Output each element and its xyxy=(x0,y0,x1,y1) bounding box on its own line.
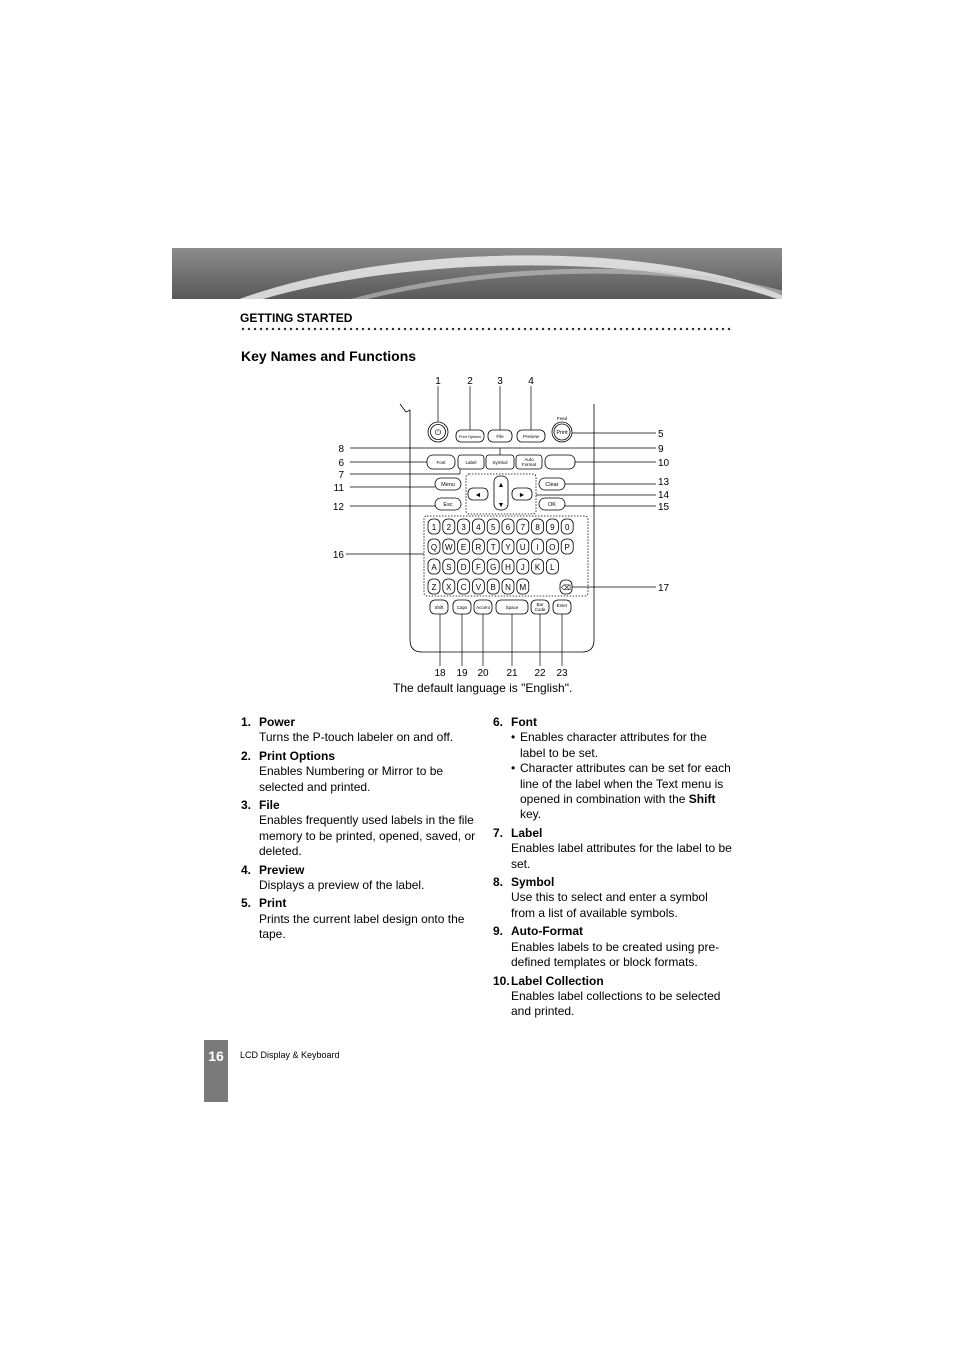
callout-4: 4 xyxy=(528,376,534,387)
key-label: Y xyxy=(505,543,511,552)
item-title: Preview xyxy=(259,862,305,877)
item-symbol xyxy=(493,875,733,921)
callout-23: 23 xyxy=(556,668,568,679)
preview-label: Preview xyxy=(522,434,540,439)
page-number: 16 xyxy=(208,1048,224,1064)
item-label-collection xyxy=(493,974,733,1020)
callout-8: 8 xyxy=(338,444,344,455)
item-title: Print xyxy=(259,896,287,911)
key-label: Q xyxy=(430,543,438,552)
item-description: Enables labels to be created using pre-defined templates or block formats. xyxy=(511,939,720,970)
key-label: 3 xyxy=(461,523,466,532)
callout-19: 19 xyxy=(456,668,468,679)
q-row-keys xyxy=(428,539,573,554)
callout-7: 7 xyxy=(338,470,344,481)
callout-1: 1 xyxy=(435,376,441,387)
label-key-label: Label xyxy=(465,460,477,465)
bullet-item xyxy=(511,761,733,823)
item-number: 2. xyxy=(241,748,252,763)
key-label: 9 xyxy=(550,523,555,532)
callout-11: 11 xyxy=(333,483,344,494)
key-label: C xyxy=(460,583,467,592)
item-number: 8. xyxy=(493,875,504,890)
key-label: 4 xyxy=(476,523,481,532)
key-list-left xyxy=(241,715,481,946)
item-title: File xyxy=(259,798,280,813)
font-bullets xyxy=(493,730,733,822)
key-label: J xyxy=(520,563,525,572)
key-label: X xyxy=(446,583,452,592)
code-label: Code xyxy=(534,607,546,612)
esc-label: Esc xyxy=(443,502,453,508)
item-label xyxy=(493,826,733,872)
callout-3: 3 xyxy=(497,376,503,387)
item-preview xyxy=(241,863,481,894)
caps-label: Caps xyxy=(456,605,468,610)
item-description: Displays a preview of the label. xyxy=(259,878,425,893)
item-title: Print Options xyxy=(259,748,335,763)
item-title: Label Collection xyxy=(511,973,604,988)
print-options-label: Print Options xyxy=(459,435,481,439)
callout-17: 17 xyxy=(658,583,670,594)
dotted-divider xyxy=(240,326,732,332)
key-label: W xyxy=(445,543,453,552)
key-list-right xyxy=(493,715,733,1023)
item-description: Enables frequently used labels in the file memory to be printed, opened, saved, or deleted. xyxy=(259,813,476,859)
item-description: Turns the P-touch labeler on and off. xyxy=(259,730,454,745)
item-number: 1. xyxy=(241,715,252,729)
key-label: E xyxy=(460,543,467,552)
key-label: U xyxy=(519,543,526,552)
callout-22: 22 xyxy=(534,668,546,679)
key-label: 7 xyxy=(520,523,526,532)
item-description: Use this to select and enter a symbol from a list of available symbols. xyxy=(511,890,708,920)
format-label: Format xyxy=(521,462,537,467)
keyboard-diagram xyxy=(320,370,680,690)
key-label: H xyxy=(505,563,511,572)
ok-label: OK xyxy=(548,502,556,508)
callout-15: 15 xyxy=(658,502,670,513)
key-label: R xyxy=(475,543,482,552)
menu-label: Menu xyxy=(441,482,455,488)
key-label: 0 xyxy=(564,523,570,532)
item-description: Enables label attributes for the label to be set. xyxy=(511,841,732,871)
left-arrow-icon: ◄ xyxy=(474,492,482,499)
item-description: Prints the current label design onto the tape. xyxy=(259,911,465,942)
item-title: Auto-Format xyxy=(511,924,583,939)
callout-16: 16 xyxy=(332,550,344,561)
symbol-label: Symbol xyxy=(492,460,508,465)
item-number: 4. xyxy=(241,862,252,877)
z-row-keys xyxy=(428,579,529,594)
callout-6: 6 xyxy=(338,458,344,469)
key-label: V xyxy=(475,583,482,592)
callout-2: 2 xyxy=(467,376,473,387)
auto-label: Auto xyxy=(524,457,534,462)
item-number: 5. xyxy=(241,896,252,911)
key-label: D xyxy=(460,563,467,572)
a-row-keys xyxy=(428,559,558,574)
space-label: Space xyxy=(505,605,519,610)
font-label: Font xyxy=(436,460,446,465)
callout-12: 12 xyxy=(332,502,344,513)
item-number: 3. xyxy=(241,798,252,813)
bullet-item: • Enables character attributes for the label to be set. xyxy=(511,730,733,761)
key-label: 6 xyxy=(505,523,511,532)
callout-5: 5 xyxy=(658,429,664,440)
item-number: 7. xyxy=(493,825,504,840)
key-label: F xyxy=(475,563,481,572)
file-label: File xyxy=(496,434,504,439)
diagram-caption: The default language is "English". xyxy=(393,681,573,695)
bullet-text: Character attributes can be set for each line of the label when the Text menu is opened in combination with the xyxy=(520,761,731,807)
item-title: Font xyxy=(511,715,537,729)
shift-key-name: Shift xyxy=(688,792,716,807)
item-description: Enables Numbering or Mirror to be selected and printed. xyxy=(259,764,444,794)
callout-14: 14 xyxy=(658,490,670,501)
item-font xyxy=(493,715,733,823)
power-icon: ⏻ xyxy=(434,428,442,437)
item-title: Symbol xyxy=(511,875,555,890)
clear-label: Clear xyxy=(545,482,559,488)
item-print-options xyxy=(241,749,481,795)
callout-9: 9 xyxy=(658,444,664,455)
footer-text: LCD Display & Keyboard xyxy=(240,1050,340,1060)
up-arrow-icon: ▲ xyxy=(497,482,505,489)
key-label: G xyxy=(490,563,497,572)
key-label: T xyxy=(490,543,496,552)
right-arrow-icon: ► xyxy=(518,492,526,499)
item-number: 10. xyxy=(493,973,510,988)
section-label: GETTING STARTED xyxy=(240,311,353,325)
bullet-text-end: key. xyxy=(520,807,542,822)
key-label: A xyxy=(431,563,437,572)
key-label: S xyxy=(446,563,452,572)
callout-20: 20 xyxy=(477,668,489,679)
item-number: 9. xyxy=(493,924,504,939)
header-banner xyxy=(172,248,782,299)
number-keys xyxy=(428,519,573,534)
key-label: 5 xyxy=(490,523,496,532)
callout-13: 13 xyxy=(658,477,670,488)
key-label: 2 xyxy=(446,523,452,532)
key-label: 1 xyxy=(431,523,437,532)
backspace-icon: ⌫ xyxy=(561,585,571,592)
key-label: M xyxy=(519,583,527,592)
key-label: K xyxy=(534,563,541,572)
shift-label: Shift xyxy=(434,605,444,610)
bar-label: Bar xyxy=(536,602,544,607)
key-label: O xyxy=(549,543,556,552)
item-power xyxy=(241,715,481,746)
accent-label: Accent xyxy=(476,605,490,610)
key-label: I xyxy=(536,543,539,552)
key-label: N xyxy=(505,583,511,592)
item-print xyxy=(241,896,481,942)
label-collection-key xyxy=(545,455,575,469)
key-label: 8 xyxy=(535,523,540,532)
callout-10: 10 xyxy=(658,458,670,469)
item-title: Power xyxy=(259,715,296,729)
key-label: P xyxy=(564,543,570,552)
page-heading: Key Names and Functions xyxy=(241,348,417,364)
callout-18: 18 xyxy=(434,668,446,679)
enter-label: Enter xyxy=(556,603,568,608)
down-arrow-icon: ▼ xyxy=(497,502,505,509)
item-description: Enables label collections to be selected and printed. xyxy=(511,988,721,1019)
item-number: 6. xyxy=(493,715,504,729)
callout-21: 21 xyxy=(506,668,518,679)
print-key-label: Print xyxy=(556,430,568,436)
key-label: B xyxy=(490,583,496,592)
item-auto-format xyxy=(493,924,733,970)
feed-label: Feed xyxy=(556,416,568,421)
item-title: Label xyxy=(511,825,543,840)
key-label: L xyxy=(550,563,555,572)
item-file xyxy=(241,798,481,860)
key-label: Z xyxy=(431,583,437,592)
